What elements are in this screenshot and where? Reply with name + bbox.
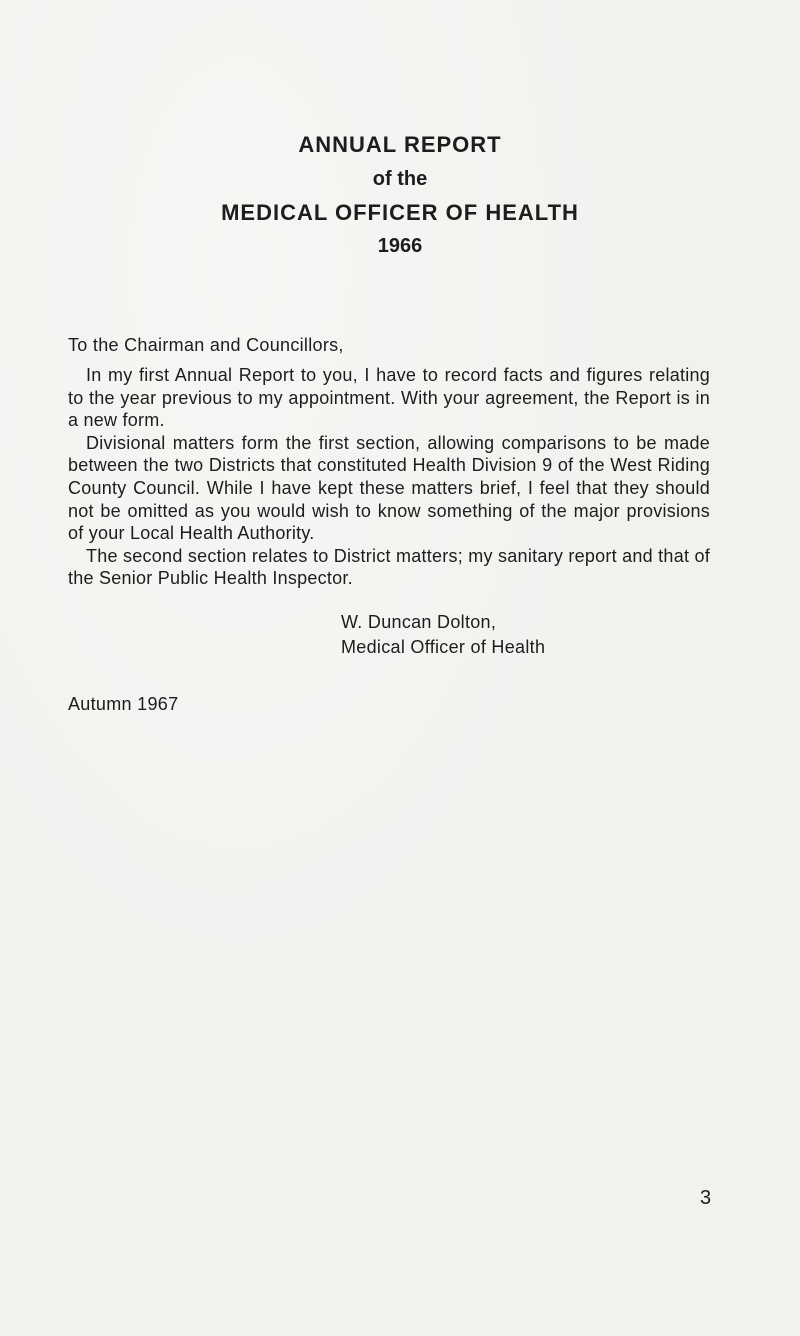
report-title-of-the: of the	[372, 168, 428, 190]
paragraph: The second section relates to District matters; my sanitary report and that of the Senior Public Health Inspector.	[68, 545, 710, 589]
salutation: To the Chairman and Councillors,	[68, 335, 344, 355]
report-title: ANNUAL REPORT	[298, 132, 502, 157]
signatory-name: W. Duncan Dolton,	[341, 612, 497, 632]
paragraph: In my first Annual Report to you, I have to record facts and figures relating to the year previous to my appointment. With your agreement, the Report is in a new form.	[68, 365, 710, 431]
report-subtitle: MEDICAL OFFICER OF HEALTH	[221, 200, 579, 225]
signature-block	[341, 610, 545, 660]
report-year: 1966	[377, 235, 423, 257]
paragraph: Divisional matters form the first section, allowing comparisons to be made between the two Districts that constituted Health Division 9 of the West Riding County Council. While I have kept these matters brief, I feel that they should not be omitted as you would wish to know something of the major provisions of your Local Health Authority.	[68, 432, 710, 544]
page-number: 3	[700, 1187, 712, 1209]
letter-date: Autumn 1967	[68, 694, 179, 714]
letter-body	[68, 364, 710, 590]
signatory-title: Medical Officer of Health	[341, 637, 546, 657]
